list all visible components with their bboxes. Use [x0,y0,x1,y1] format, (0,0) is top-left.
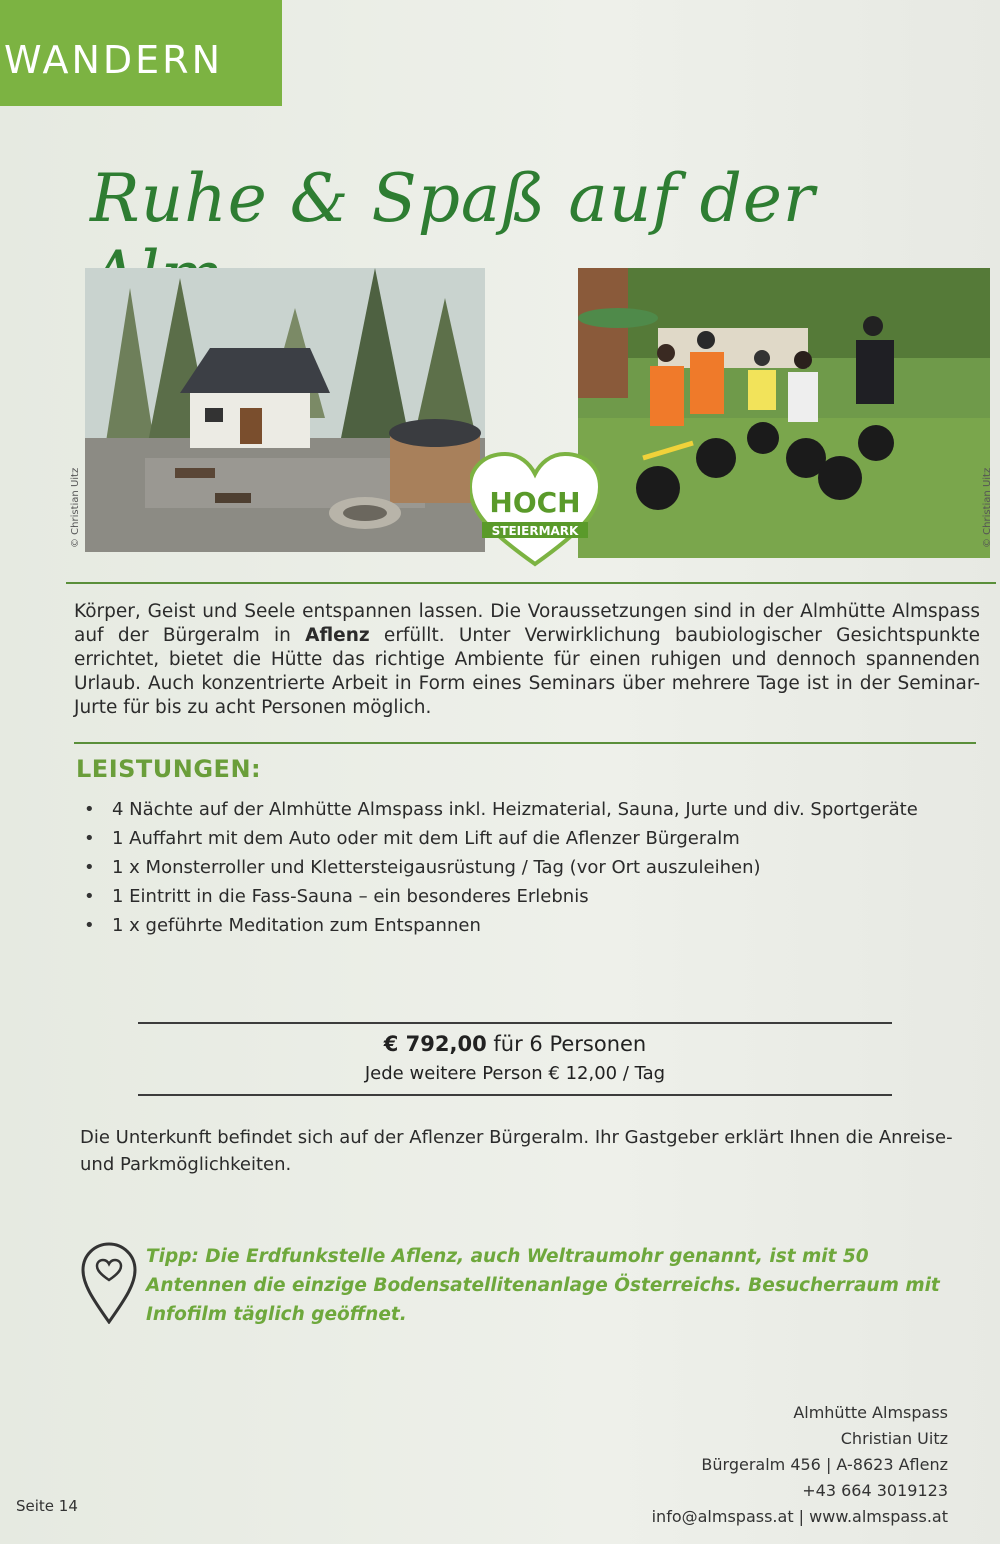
monsterroller-photo [578,268,990,558]
intro-text-bold: Aflenz [305,625,370,646]
contact-person: Christian Uitz [840,1429,948,1448]
intro-text-2: erfüllt. Unter Verwirklichung baubiologischer Gesichtspunkte errichtet, bietet die Hütte das richtige Ambiente für einen ruhigen und dennoch spannenden Urlaub. Auch konzentrierte Arbeit in Form eines Seminars über mehrere Tage ist in der Seminar-Jurte für bis zu acht Personen möglich. [74,625,980,718]
intro-paragraph [74,600,980,720]
price-main [138,1032,892,1056]
list-item: • 1 x Monsterroller und Klettersteigausrüstung / Tag (vor Ort auszuleihen) [84,854,944,881]
contact-phone: +43 664 3019123 [802,1481,948,1500]
intro-text-1: Körper, Geist und Seele entspannen lassen. Die Voraussetzungen sind in der Almhütte Almspass auf der Bürgeralm in [74,601,980,646]
price-persons: für 6 Personen [486,1032,647,1056]
divider-top [66,582,996,584]
price-divider-bottom [138,1094,892,1096]
contact-address: Bürgeralm 456 | A-8623 Aflenz [701,1455,948,1474]
list-item: • 4 Nächte auf der Almhütte Almspass inkl. Heizmaterial, Sauna, Jurte und div. Sportgeräte [84,796,944,823]
logo-text-steiermark: STEIERMARK [491,524,579,538]
list-item: • 1 Auffahrt mit dem Auto oder mit dem Lift auf die Aflenzer Bürgeralm [84,825,944,852]
photo-credit-left: © Christian Uitz [70,467,81,548]
photo-credit-right: © Christian Uitz [982,467,993,548]
price-amount: € 792,00 [383,1032,487,1056]
location-heart-icon [80,1242,138,1324]
location-info: Die Unterkunft befindet sich auf der Aflenzer Bürgeralm. Ihr Gastgeber erklärt Ihnen die Anreise- und Parkmöglichkeiten. [80,1127,953,1175]
contact-name: Almhütte Almspass [793,1403,948,1422]
page-title: Ruhe & Spaß auf der [90,160,816,237]
section-label: WANDERN [4,38,224,82]
contact-block [652,1400,948,1530]
leistungen-heading: LEISTUNGEN: [76,755,262,783]
logo-text-hoch: HOCH [489,486,581,519]
hochsteiermark-logo [470,452,600,572]
price-divider-top [138,1022,892,1024]
list-item: • 1 x geführte Meditation zum Entspannen [84,912,944,939]
page-number: Seite 14 [16,1497,78,1515]
leistungen-list [84,796,944,941]
price-extra: Jede weitere Person € 12,00 / Tag [364,1063,666,1084]
tipp-text: Tipp: Die Erdfunkstelle Aflenz, auch Weltraumohr genannt, ist mit 50 Antennen die einzige Bodensatellitenanlage Österreichs. Besucherraum mit Infofilm täglich geöffnet. [146,1246,940,1325]
divider-middle [74,742,976,744]
hut-photo [85,268,485,552]
section-tab [0,0,282,106]
contact-web: info@almspass.at | www.almspass.at [651,1507,948,1526]
list-item: • 1 Eintritt in die Fass-Sauna – ein besonderes Erlebnis [84,883,944,910]
